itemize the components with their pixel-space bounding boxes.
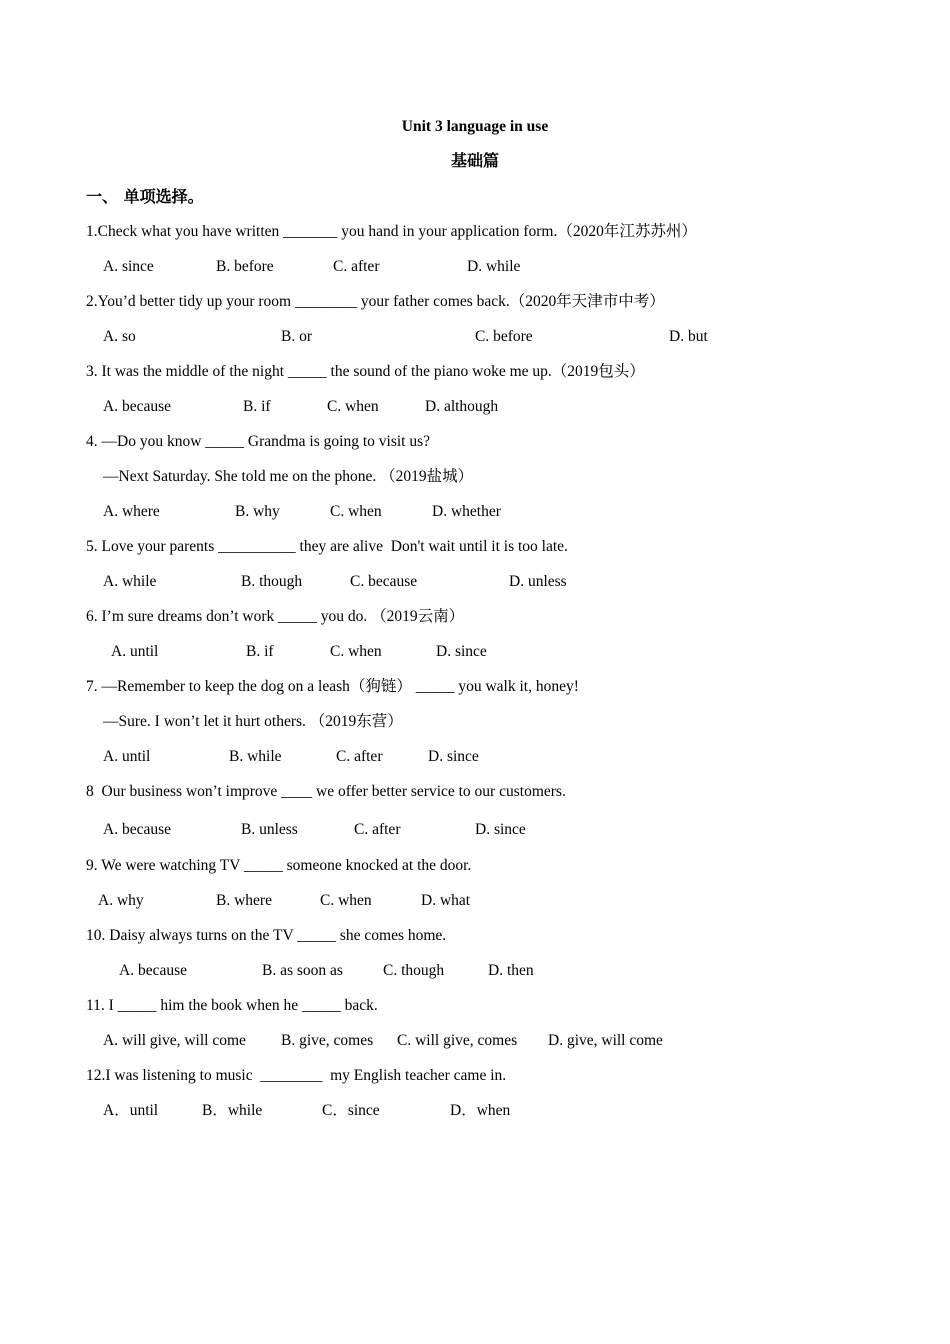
question-7-option-c: C. after [336, 748, 383, 765]
question-3-option-a: A. because [103, 398, 171, 415]
question-11-option-a: A. will give, will come [103, 1032, 246, 1049]
page-title: Unit 3 language in use [401, 118, 549, 135]
question-3-option-c: C. when [327, 398, 379, 415]
question-11-option-d: D. give, will come [548, 1032, 663, 1049]
page-subtitle: 基础篇 [450, 151, 499, 170]
question-5-option-a: A. while [103, 573, 157, 590]
question-6-option-d: D. since [436, 643, 487, 660]
question-10-option-b: B. as soon as [262, 962, 343, 979]
question-6-stem: 6. I’m sure dreams don’t work _____ you do. （2019云南） [86, 608, 465, 625]
question-4-option-c: C. when [330, 503, 382, 520]
question-2-option-c: C. before [475, 328, 533, 345]
question-3-option-d: D. although [425, 398, 499, 415]
question-4-stem-reply: —Next Saturday. She told me on the phone. （2019盐城） [103, 468, 474, 485]
question-8-stem: 8 Our business won’t improve ____ we offer better service to our customers. [86, 783, 566, 800]
question-7-stem-reply: —Sure. I won’t let it hurt others. （2019东营） [103, 713, 403, 730]
question-5-stem: 5. Love your parents __________ they are alive Don't wait until it is too late. [86, 538, 568, 555]
question-7-option-a: A. until [103, 748, 151, 765]
question-6-option-c: C. when [330, 643, 382, 660]
question-12-option-b: B．while [202, 1102, 263, 1119]
question-2-stem: 2.You’d better tidy up your room ________ your father comes back.（2020年天津市中考） [86, 293, 665, 310]
question-1-stem: 1.Check what you have written _______ you hand in your application form.（2020年江苏苏州） [86, 223, 697, 240]
question-11-option-b: B. give, comes [281, 1032, 374, 1049]
question-7-option-b: B. while [229, 748, 282, 765]
question-5-option-c: C. because [350, 573, 418, 590]
question-1-option-a: A. since [103, 258, 154, 275]
question-4-option-a: A. where [103, 503, 160, 520]
question-4-option-b: B. why [235, 503, 280, 520]
question-12-option-c: C．since [322, 1102, 380, 1119]
question-8-option-d: D. since [475, 821, 526, 838]
question-10-option-c: C. though [383, 962, 445, 979]
question-12-stem: 12.I was listening to music ________ my English teacher came in. [86, 1067, 507, 1084]
question-9-option-d: D. what [421, 892, 471, 909]
question-9-option-b: B. where [216, 892, 272, 909]
question-10-stem: 10. Daisy always turns on the TV _____ she comes home. [86, 927, 447, 944]
question-4-option-d: D. whether [432, 503, 501, 520]
question-10-option-a: A. because [119, 962, 187, 979]
question-7-option-d: D. since [428, 748, 479, 765]
question-2-option-a: A. so [103, 328, 136, 345]
question-8-option-a: A. because [103, 821, 171, 838]
question-4-stem: 4. —Do you know _____ Grandma is going to visit us? [86, 433, 430, 450]
question-5-option-b: B. though [241, 573, 303, 590]
question-9-option-a: A. why [98, 892, 144, 909]
question-8-option-c: C. after [354, 821, 401, 838]
question-11-stem: 11. I _____ him the book when he _____ back. [86, 997, 378, 1014]
question-3-option-b: B. if [243, 398, 271, 415]
question-9-stem: 9. We were watching TV _____ someone knocked at the door. [86, 857, 472, 874]
question-8-option-b: B. unless [241, 821, 298, 838]
question-9-option-c: C. when [320, 892, 372, 909]
question-1-option-d: D. while [467, 258, 521, 275]
question-12-option-a: A．until [103, 1102, 159, 1119]
question-6-option-a: A. until [111, 643, 159, 660]
question-12-option-d: D．when [450, 1102, 511, 1119]
question-1-option-c: C. after [333, 258, 380, 275]
question-5-option-d: D. unless [509, 573, 567, 590]
question-1-option-b: B. before [216, 258, 274, 275]
question-2-option-b: B. or [281, 328, 312, 345]
question-10-option-d: D. then [488, 962, 534, 979]
question-11-option-c: C. will give, comes [397, 1032, 518, 1049]
question-7-stem: 7. —Remember to keep the dog on a leash（狗链） _____ you walk it, honey! [86, 678, 579, 695]
question-3-stem: 3. It was the middle of the night _____ the sound of the piano woke me up.（2019包头） [86, 363, 645, 380]
section-heading: 一、 单项选择。 [86, 187, 204, 206]
question-6-option-b: B. if [246, 643, 274, 660]
question-2-option-d: D. but [669, 328, 708, 345]
